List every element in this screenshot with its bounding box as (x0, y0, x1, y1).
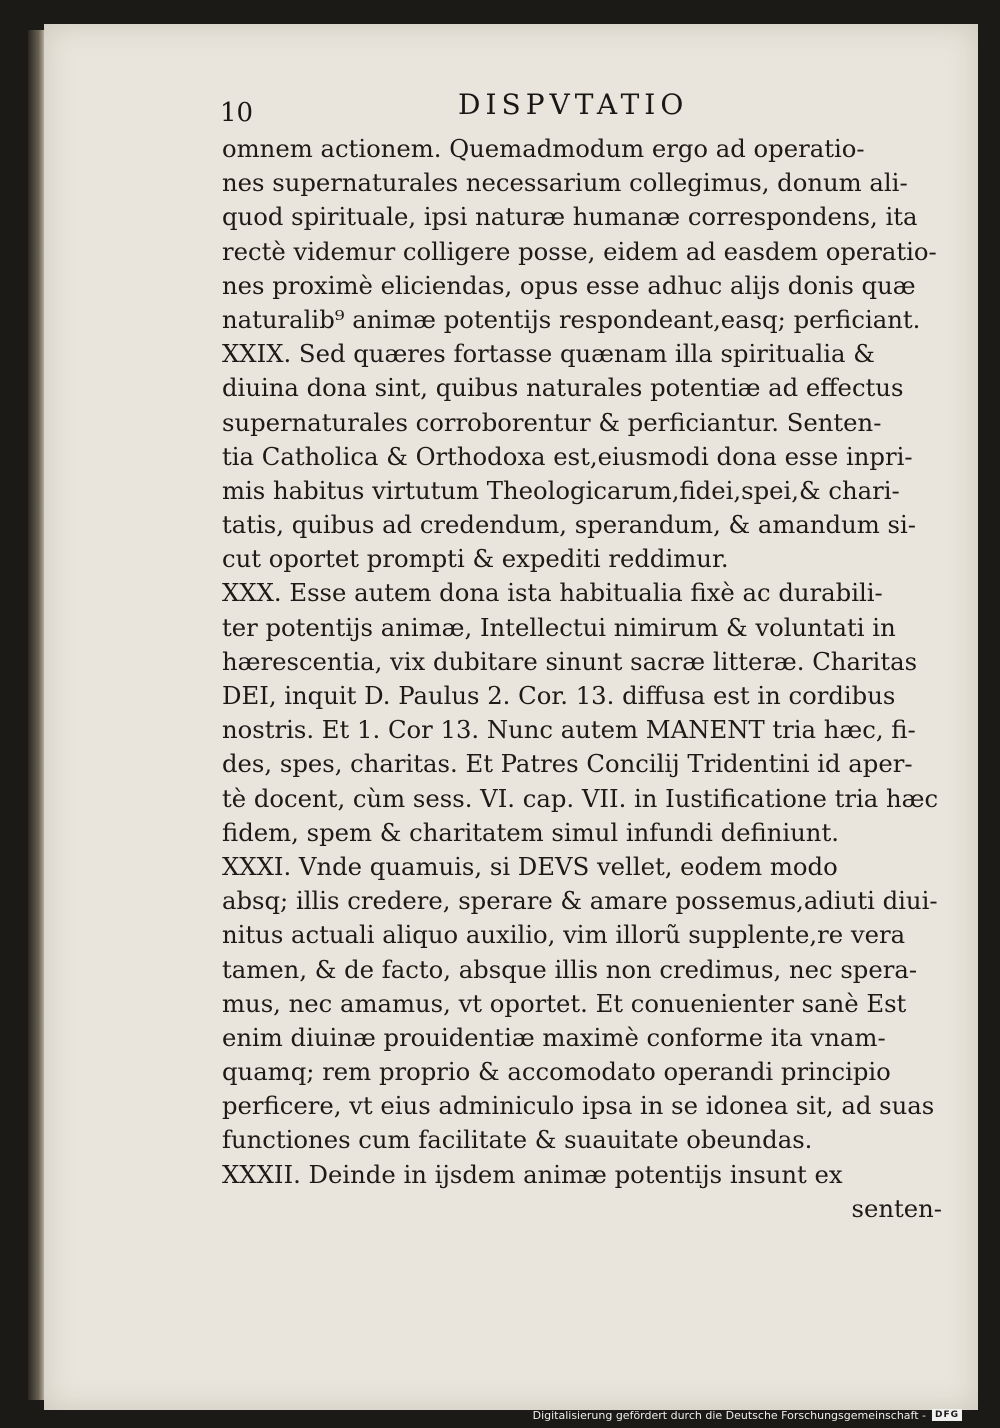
text-line: nes supernaturales necessarium collegimus, donum ali- (222, 168, 908, 198)
footer (533, 1406, 962, 1424)
footer-text: Digitalisierung gefördert durch die Deutsche Forschungsgemeinschaft - (532, 1408, 926, 1422)
text-line: quamq; rem proprio & accomodato operandi principio (222, 1057, 891, 1087)
text-line: nitus actuali aliquo auxilio, vim illorũ supplente,re vera (222, 920, 906, 950)
text-line: quod spirituale, ipsi naturæ humanæ correspondens, ita (222, 202, 918, 232)
text-line: functiones cum facilitate & suauitate obeundas. (222, 1125, 813, 1155)
text-line: nostris. Et 1. Cor 13. Nunc autem MANENT tria hæc, fi- (222, 715, 916, 745)
text-line: XXIX. Sed quæres fortasse quænam illa spiritualia & (222, 339, 875, 369)
text-line: nes proximè eliciendas, opus esse adhuc alijs donis quæ (222, 270, 916, 300)
text-line: rectè videmur colligere posse, eidem ad easdem operatio- (222, 236, 937, 266)
text-line: tè docent, cùm sess. VI. cap. VII. in Iustificatione tria hæc (222, 783, 939, 813)
text-line: diuina dona sint, quibus naturales potentiæ ad effectus (222, 373, 904, 403)
text-line: cut oportet prompti & expediti reddimur. (222, 544, 729, 574)
page-header (178, 88, 938, 128)
text-line: ter potentijs animæ, Intellectui nimirum & voluntati in (222, 612, 896, 642)
text-line: DEI, inquit D. Paulus 2. Cor. 13. diffusa est in cordibus (222, 681, 896, 710)
text-line: XXX. Esse autem dona ista habitualia fixè ac durabili- (222, 578, 883, 608)
dfg-logo: DFG (932, 1409, 962, 1421)
text-line: perficere, vt eius adminiculo ipsa in se idonea sit, ad suas (222, 1091, 935, 1121)
text-line: omnem actionem. Quemadmodum ergo ad operatio- (222, 134, 865, 163)
text-line: senten- (851, 1193, 942, 1223)
text-line: mus, nec amamus, vt oportet. Et conuenienter sanè Est (222, 988, 907, 1018)
text-line: naturalib⁹ animæ potentijs respondeant,easq; perficiant. (222, 304, 921, 334)
text-line: tia Catholica & Orthodoxa est,eiusmodi dona esse inpri- (222, 441, 913, 471)
page-number: 10 (220, 98, 254, 128)
text-line: tamen, & de facto, absque illis non credimus, nec spera- (222, 954, 918, 984)
text-line: mis habitus virtutum Theologicarum,fidei,spei,& chari- (222, 475, 900, 505)
text-line: absq; illis credere, sperare & amare possemus,adiuti diui- (222, 886, 938, 916)
text-line: supernaturales corroborentur & perficiantur. Senten- (222, 407, 882, 437)
text-line: enim diuinæ prouidentiæ maximè conforme ita vnam- (222, 1022, 886, 1052)
running-title: DISPVTATIO (458, 88, 689, 121)
text-line: hærescentia, vix dubitare sinunt sacræ litteræ. Charitas (222, 646, 918, 676)
text-line: fidem, spem & charitatem simul infundi definiunt. (222, 817, 839, 847)
text-line: tatis, quibus ad credendum, sperandum, & amandum si- (222, 510, 916, 540)
text-line: des, spes, charitas. Et Patres Concilij Tridentini id aper- (222, 749, 913, 779)
body-text (222, 132, 942, 1226)
text-line: XXXII. Deinde in ijsdem animæ potentijs insunt ex (222, 1159, 843, 1189)
text-line: XXXI. Vnde quamuis, si DEVS vellet, eodem modo (222, 851, 838, 881)
